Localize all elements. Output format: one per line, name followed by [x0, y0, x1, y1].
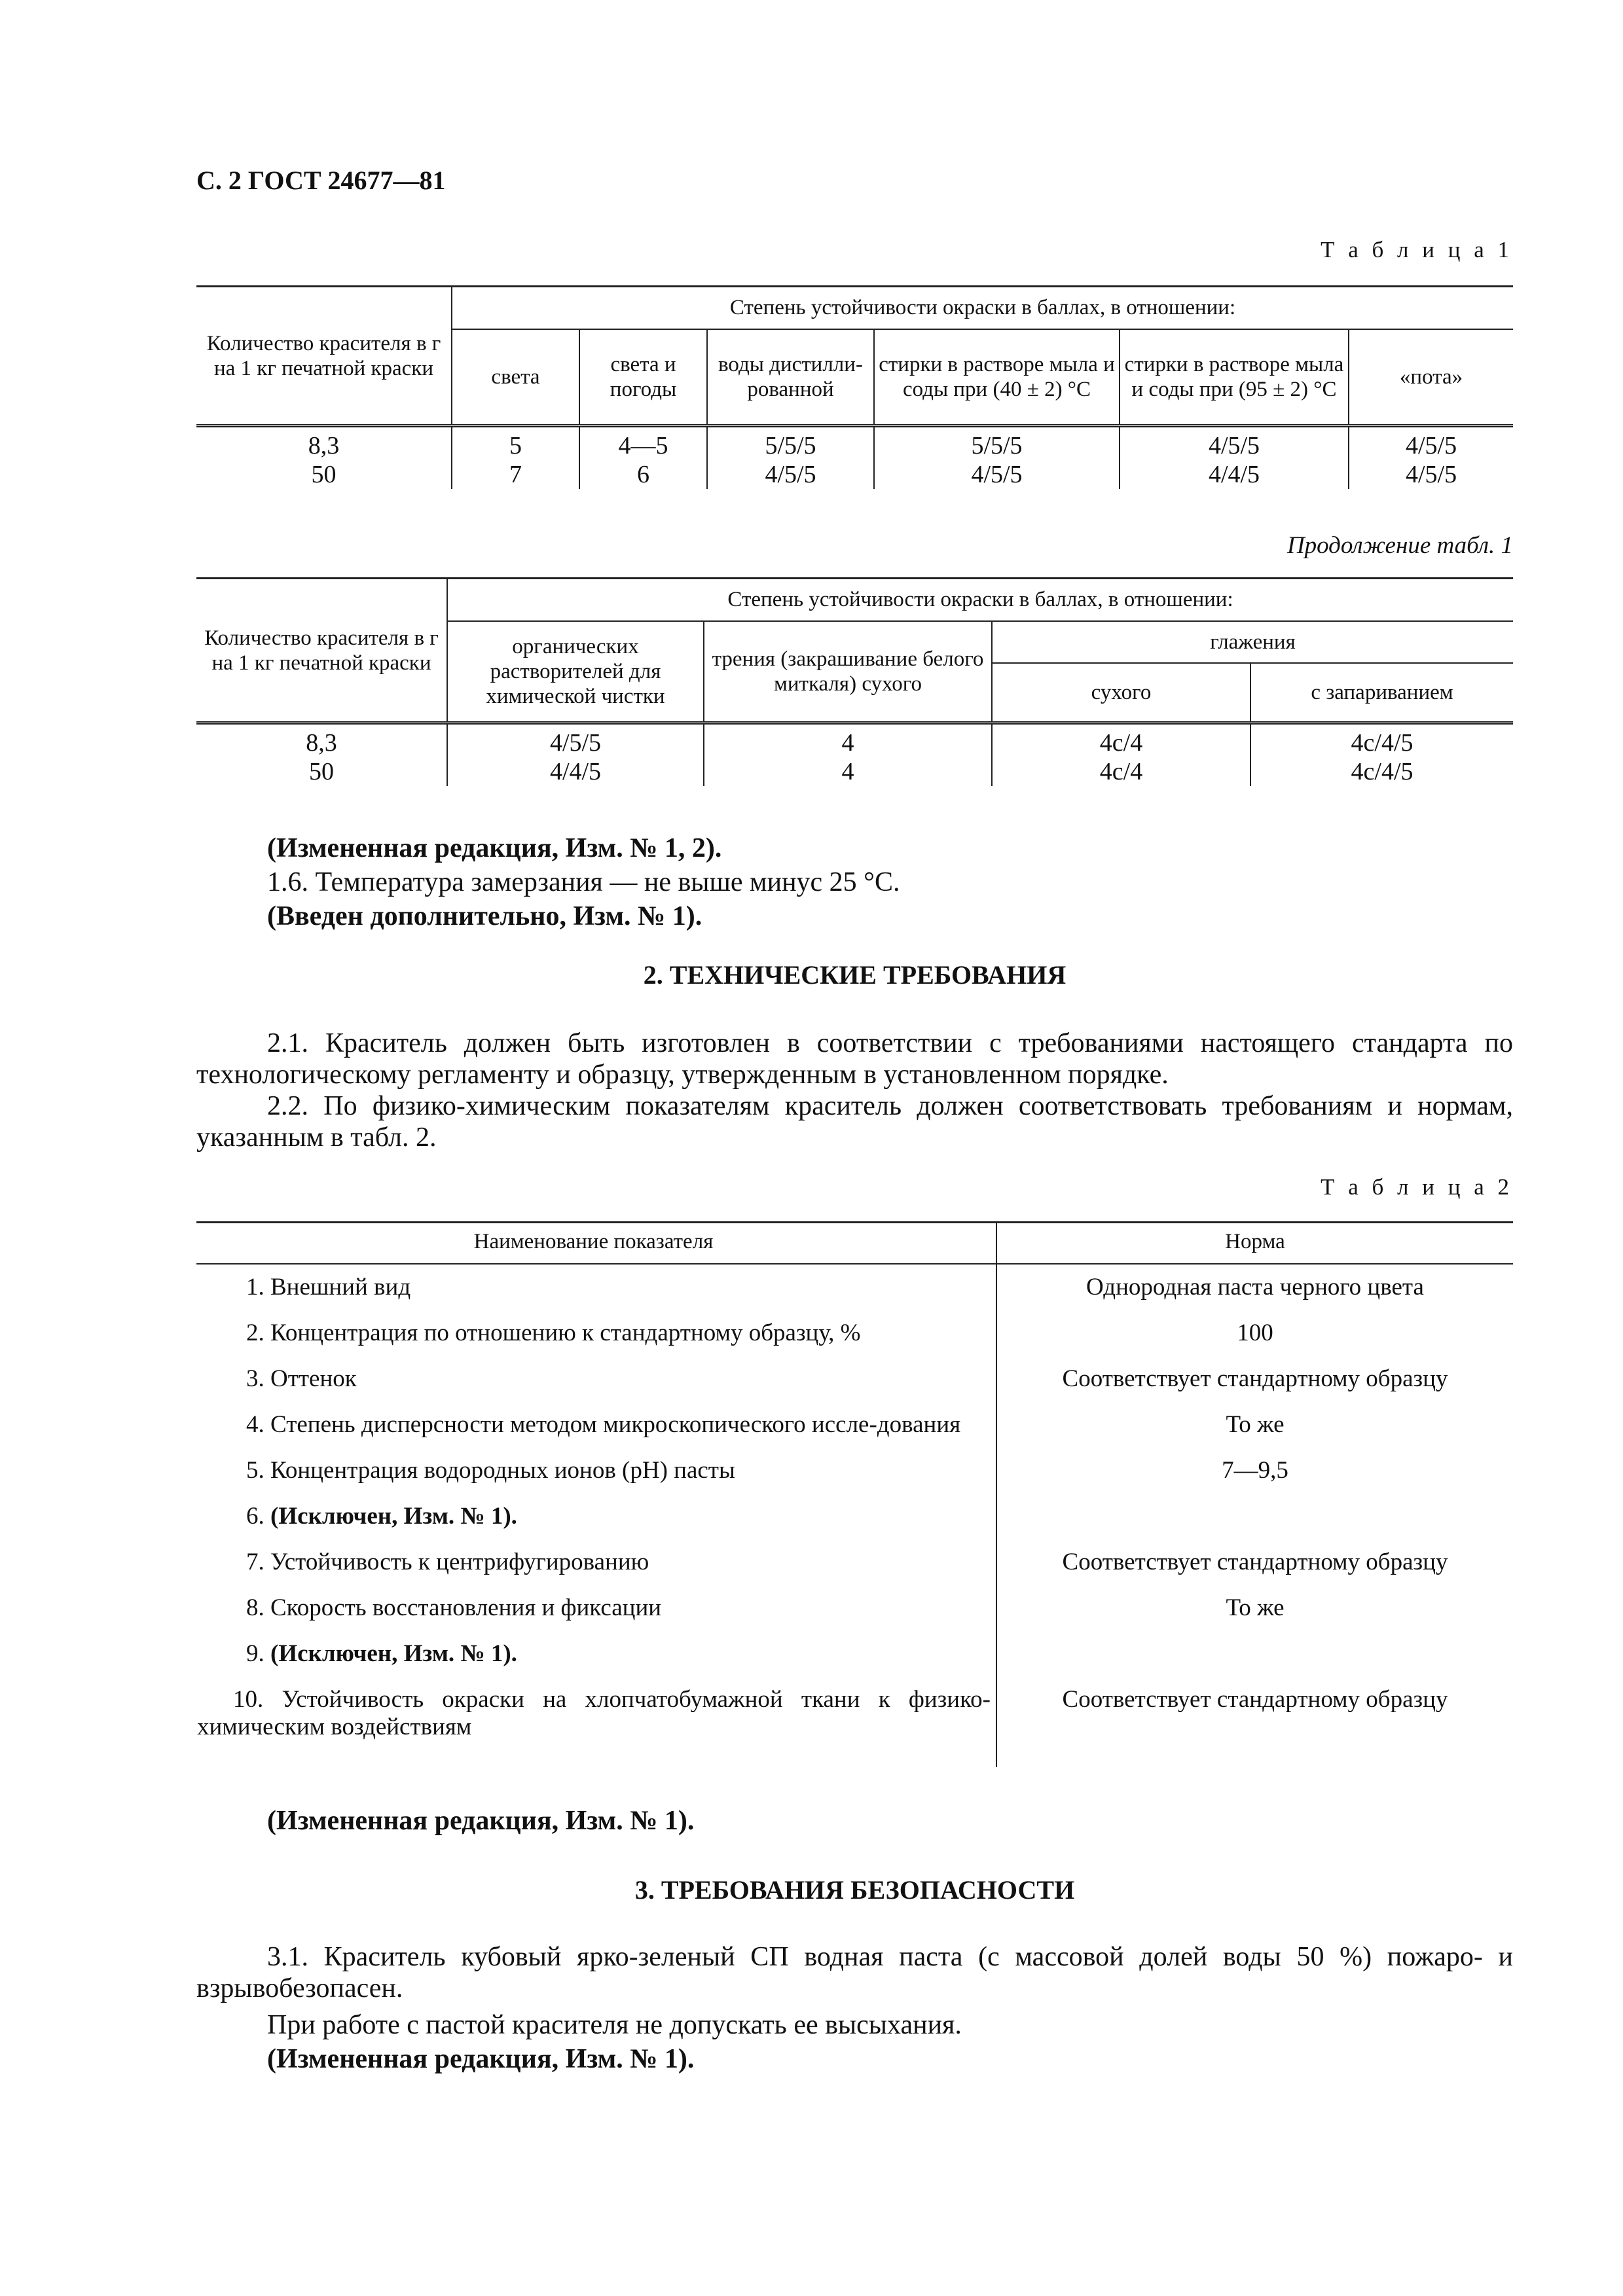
table1-cont-col-ironing: глажения	[992, 621, 1513, 663]
table1-cont-caption: Продолжение табл. 1	[1286, 532, 1513, 559]
section2-title: 2. ТЕХНИЧЕСКИЕ ТРЕБОВАНИЯ	[643, 960, 1067, 990]
table2-norm: Соответствует стандартному образцу	[1062, 1365, 1448, 1392]
table2-row	[196, 1585, 1513, 1631]
table1-cell: 4/4/5	[1120, 460, 1349, 489]
notes-block-2	[196, 1805, 1513, 1837]
table1-cont-col-ironing-dry: сухого	[992, 663, 1250, 723]
table1-cont-row-header: Количество красителя в г на 1 кг печатной краски	[196, 579, 447, 723]
table1-col-header: света	[452, 329, 579, 426]
table2-name: 5. Концентрация водородных ионов (pH) пасты	[246, 1457, 735, 1484]
note-changed-1-2: (Измененная редакция, Изм. № 1, 2).	[267, 833, 722, 863]
table2-name: 10. Устойчивость окраски на хлопчатобумажной ткани к физико-химическим воздействиям	[197, 1686, 991, 1740]
section3-body	[196, 1941, 1513, 2075]
table1-cont-cell: 4с/4	[992, 723, 1250, 758]
paragraph-1-6: 1.6. Температура замерзания — не выше минус 25 °С.	[267, 867, 900, 897]
table1-cell: 50	[311, 461, 337, 488]
table2-norm: То же	[1226, 1594, 1285, 1621]
table2-row	[196, 1631, 1513, 1677]
table2-norm: 100	[1237, 1319, 1273, 1346]
table1-caption: Т а б л и ц а 1	[1321, 237, 1513, 262]
table2-norm: Однородная паста черного цвета	[1086, 1274, 1424, 1300]
paragraph-2-2: 2.2. По физико-химическим показателям краситель должен соответствовать требованиям и нормам, указанным в табл. 2.	[196, 1091, 1513, 1153]
table2-name: 8. Скорость восстановления и фиксации	[246, 1594, 662, 1621]
table2-row	[196, 1402, 1513, 1448]
table1-cell: 5/5/5	[707, 426, 874, 461]
table1-cont-cell: 4	[704, 723, 992, 758]
table2	[196, 1221, 1513, 1767]
table1-cont-cell: 4с/4/5	[1250, 757, 1513, 786]
table1-cont-cell: 8,3	[306, 729, 337, 757]
table2-name: 7. Устойчивость к центрифугированию	[246, 1549, 649, 1575]
note-changed-t2: (Измененная редакция, Изм. № 1).	[267, 1806, 695, 1836]
table1-cell: 8,3	[308, 432, 340, 459]
table1-col-header: воды дистилли-рованной	[707, 329, 874, 426]
table1-cell: 5	[452, 426, 579, 461]
table2-row-number: 9.	[246, 1640, 264, 1667]
table1-cont-group-header: Степень устойчивости окраски в баллах, в отношении:	[447, 579, 1513, 621]
table2-name: 4. Степень дисперсности методом микроскопического иссле-дования	[246, 1411, 961, 1438]
table1-cont-row	[196, 757, 1513, 786]
table2-row	[196, 1677, 1513, 1767]
table1-cell: 4/5/5	[1349, 460, 1513, 489]
table2-norm	[996, 1631, 1513, 1677]
table1-cell: 4/5/5	[874, 460, 1120, 489]
table1-cont-col-organic: органических растворителей для химической чистки	[447, 621, 704, 723]
table1-col-header: света и погоды	[579, 329, 707, 426]
notes-block-1	[196, 833, 1513, 932]
table1-group-header: Степень устойчивости окраски в баллах, в отношении:	[452, 287, 1513, 329]
table2-row	[196, 1448, 1513, 1494]
table2-caption: Т а б л и ц а 2	[1321, 1174, 1513, 1200]
table1-cell: 4/5/5	[1120, 426, 1349, 461]
table1-col-header: стирки в растворе мыла и соды при (95 ± 2) °С	[1120, 329, 1349, 426]
table2-norm: 7—9,5	[1222, 1457, 1288, 1484]
table1-row-header: Количество красителя в г на 1 кг печатной краски	[196, 287, 452, 426]
table1-cont-cell: 4/5/5	[447, 723, 704, 758]
table2-name: 3. Оттенок	[246, 1365, 357, 1392]
table1-cont-cell: 4с/4	[992, 757, 1250, 786]
table1-cell: 7	[452, 460, 579, 489]
table2-row	[196, 1310, 1513, 1356]
table1-col-header: «пота»	[1349, 329, 1513, 426]
table1-row	[196, 460, 1513, 489]
paragraph-3-1b: При работе с пастой красителя не допускать ее высыхания.	[267, 2010, 962, 2040]
table2-name: 2. Концентрация по отношению к стандартному образцу, %	[246, 1319, 861, 1346]
section3-title: 3. ТРЕБОВАНИЯ БЕЗОПАСНОСТИ	[634, 1875, 1075, 1905]
table1-cont-col-ironing-steam: с запариванием	[1250, 663, 1513, 723]
paragraph-3-1: 3.1. Краситель кубовый ярко-зеленый СП водная паста (с массовой долей воды 50 %) пожаро- и взрывобезопасен.	[196, 1942, 1513, 2003]
table2-excluded-note: (Исключен, Изм. № 1).	[270, 1503, 517, 1530]
note-introduced: (Введен дополнительно, Изм. № 1).	[267, 901, 702, 931]
table1-cont-cell: 4/4/5	[447, 757, 704, 786]
table1-cell: 5/5/5	[874, 426, 1120, 461]
table1-continuation	[196, 577, 1513, 786]
table2-name-excluded	[197, 1503, 991, 1530]
table1-col-header: стирки в растворе мыла и соды при (40 ± 2) °С	[874, 329, 1120, 426]
table2-norm: Соответствует стандартному образцу	[1062, 1549, 1448, 1575]
paragraph-2-1: 2.1. Краситель должен быть изготовлен в соответствии с требованиями настоящего стандарта по технологическому регламенту и образцу, утвержденным в установленном порядке.	[196, 1028, 1513, 1090]
table1-cell: 6	[579, 460, 707, 489]
table1-cont-cell: 50	[309, 758, 334, 785]
table2-row	[196, 1539, 1513, 1585]
table1-cont-cell: 4с/4/5	[1250, 723, 1513, 758]
table2-row	[196, 1494, 1513, 1539]
table1-cell: 4—5	[579, 426, 707, 461]
table2-name: 1. Внешний вид	[246, 1274, 411, 1300]
table1-cont-row	[196, 723, 1513, 758]
table2-norm: То же	[1226, 1411, 1285, 1438]
section2-body	[196, 1028, 1513, 1153]
table2-norm: Соответствует стандартному образцу	[1062, 1686, 1448, 1713]
table2-excluded-note: (Исключен, Изм. № 1).	[270, 1640, 517, 1667]
table2-col-norm-header: Норма	[1225, 1230, 1285, 1253]
table2-name-excluded	[197, 1640, 991, 1668]
table1-cont-col-rubbing: трения (закрашивание белого миткаля) сухого	[704, 621, 992, 723]
table2-row-number: 6.	[246, 1503, 264, 1530]
table1	[196, 285, 1513, 489]
table2-row	[196, 1356, 1513, 1402]
page-header: С. 2 ГОСТ 24677—81	[196, 166, 446, 195]
table1-cell: 4/5/5	[707, 460, 874, 489]
table2-norm	[996, 1494, 1513, 1539]
table1-cont-cell: 4	[704, 757, 992, 786]
table2-col-name-header: Наименование показателя	[196, 1223, 996, 1265]
table1-row	[196, 426, 1513, 461]
note-changed-s3: (Измененная редакция, Изм. № 1).	[267, 2044, 695, 2074]
table2-row	[196, 1264, 1513, 1310]
table1-cell: 4/5/5	[1349, 426, 1513, 461]
